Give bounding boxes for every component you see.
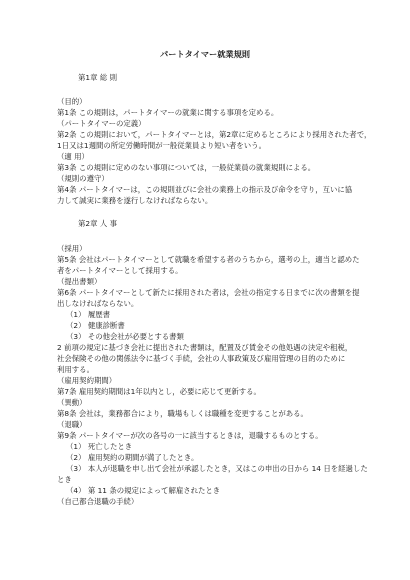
- list-item: （4） 第 11 条の規定によって解雇されたとき: [66, 486, 221, 495]
- chapter-heading: 第1章 総 則: [78, 73, 117, 82]
- article-text: 第2条 この規則において，パートタイマーとは，第2章に定めるところにより採用された者で，: [57, 130, 372, 139]
- article-text: とき: [57, 475, 72, 484]
- article-heading: （雇用契約期間）: [57, 376, 117, 385]
- article-heading: （目的）: [57, 97, 87, 106]
- article-text: 第7条 雇用契約期間は1年以内とし，必要に応じて更新する。: [57, 387, 261, 396]
- chapter-heading: 第2章 人 事: [78, 219, 117, 228]
- list-item: （3） その他会社が必要とする書類: [66, 332, 184, 341]
- article-heading: （パートタイマーの定義）: [57, 119, 146, 128]
- article-text: 第9条 パートタイマーが次の各号の一に該当するときは，退職するものとする。: [57, 431, 323, 440]
- article-text: 第3条 この規則に定めのない事項については，一般従業員の就業規則による。: [57, 163, 316, 172]
- list-item: （3） 本人が退職を申し出て会社が承認したとき，又はこの申出の日から 14 日を経過した: [66, 464, 368, 473]
- article-text: 1日又は1週間の所定労働時間が一般従業員より短い者をいう。: [57, 141, 266, 150]
- article-text: 第4条 パートタイマーは，この規則並びに会社の業務上の指示及び命令を守り，互いに協: [57, 185, 353, 194]
- article-text: 出しなければならない。: [57, 299, 139, 308]
- article-text: 利用する。: [57, 365, 94, 374]
- article-text: 第8条 会社は，業務都合により，職場もしくは職種を変更することがある。: [57, 409, 308, 418]
- article-heading: （採用）: [57, 244, 87, 253]
- article-text: 第1条 この規則は，パートタイマーの就業に関する事項を定める。: [57, 108, 279, 117]
- article-heading: （自己都合退職の手続）: [57, 497, 139, 506]
- article-text: 第6条 パートタイマーとして新たに採用された者は，会社の指定する日までに次の書類を提: [57, 288, 360, 297]
- article-heading: （規則の遵守）: [57, 174, 109, 183]
- list-item: （1） 死亡したとき: [66, 442, 133, 451]
- article-heading: （異動）: [57, 398, 87, 407]
- article-text: 者をパートタイマーとして採用する。: [57, 266, 183, 275]
- article-text: 第5条 会社はパートタイマーとして就職を希望する者のうちから，選考の上，適当と認めた: [57, 255, 360, 264]
- article-heading: （提出書類）: [57, 277, 102, 286]
- list-item: （2） 雇用契約の期間が満了したとき。: [66, 453, 199, 462]
- article-heading: （適 用）: [57, 152, 89, 161]
- list-item: （2） 健康診断書: [66, 321, 125, 330]
- article-text: 社会保険その他の関係法令に基づく手続，会社の人事政策及び雇用管理の目的のために: [57, 354, 346, 363]
- article-text: 力して誠実に業務を遂行しなければならない。: [57, 196, 213, 205]
- article-text: 2 前項の規定に基づき会社に提出された書類は，配置及び賃金その他処遇の決定や租税，: [57, 343, 353, 352]
- list-item: （1） 履歴書: [66, 310, 111, 319]
- article-heading: （退職）: [57, 420, 87, 429]
- document-title: パートタイマー就業規則: [160, 49, 250, 59]
